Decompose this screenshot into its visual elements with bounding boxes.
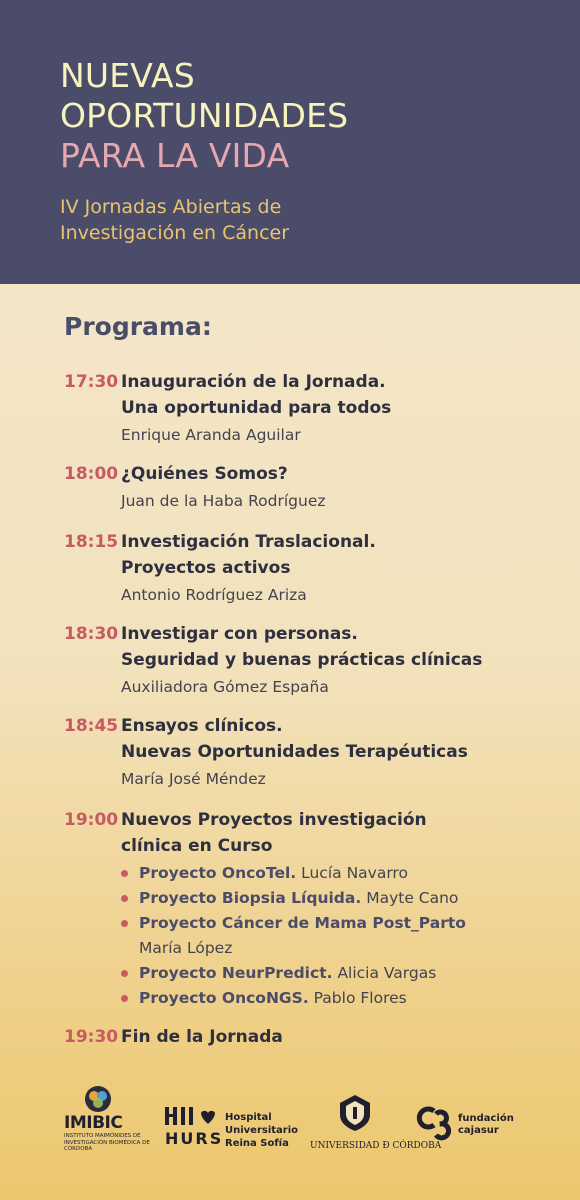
- item-time: 17:30: [64, 372, 119, 392]
- item-title-line: Proyectos activos: [121, 558, 291, 578]
- title-line-1: NUEVAS: [60, 56, 195, 95]
- title-line-3: PARA LA VIDA: [60, 136, 290, 175]
- item-time: 19:00: [64, 810, 119, 830]
- item-title-line: Investigación Traslacional.: [121, 532, 376, 552]
- project-item: [121, 986, 561, 1011]
- item-title-line: Fin de la Jornada: [121, 1027, 283, 1047]
- project-item: [121, 886, 561, 911]
- project-item: [121, 961, 561, 986]
- project-item: [121, 861, 561, 886]
- imibic-name: IMIBIC: [64, 1113, 123, 1133]
- sponsor-logos: [0, 1085, 580, 1165]
- cajasur-line: cajasur: [458, 1125, 499, 1136]
- hurs-line: Hospital: [225, 1112, 272, 1123]
- item-time: 18:00: [64, 464, 119, 484]
- imibic-full-name: INSTITUTO MAIMÓNIDES DE INVESTIGACIÓN BIOMÉDICA DE CÓRDOBA: [64, 1133, 150, 1152]
- item-title-line: Investigar con personas.: [121, 624, 358, 644]
- title-line-2: OPORTUNIDADES: [60, 96, 349, 135]
- event-title: [60, 56, 348, 176]
- bullet-dot: [121, 970, 128, 977]
- item-title: [121, 713, 561, 765]
- item-time: 18:30: [64, 624, 119, 644]
- project-name: Proyecto Biopsia Líquida.: [139, 889, 362, 907]
- project-name: Proyecto OncoTel.: [139, 864, 297, 882]
- bullet-dot: [121, 920, 128, 927]
- item-title-line: Nuevas Oportunidades Terapéuticas: [121, 742, 468, 762]
- item-speaker: Auxiliadora Gómez España: [121, 678, 329, 696]
- item-title-line: ¿Quiénes Somos?: [121, 464, 288, 484]
- item-title-line: Ensayos clínicos.: [121, 716, 283, 736]
- item-title-line: Nuevos Proyectos investigación: [121, 810, 427, 830]
- item-title-line: clínica en Curso: [121, 836, 273, 856]
- item-speaker: María José Méndez: [121, 770, 266, 788]
- project-person: Pablo Flores: [313, 989, 407, 1007]
- hurs-line: Reina Sofía: [225, 1138, 289, 1149]
- program-title: Programa:: [64, 312, 212, 341]
- project-name: Proyecto OncoNGS.: [139, 989, 309, 1007]
- item-title-line: Seguridad y buenas prácticas clínicas: [121, 650, 483, 670]
- uco-crest-icon: [340, 1095, 370, 1131]
- item-title: [121, 807, 561, 859]
- item-title: [121, 529, 561, 581]
- item-title: [121, 461, 561, 487]
- item-title: [121, 621, 561, 673]
- uco-name: UNIVERSIDAD Ð CÓRDOBA: [310, 1141, 442, 1151]
- item-title: [121, 369, 561, 421]
- project-name: Proyecto NeurPredict.: [139, 964, 333, 982]
- item-title-line: Inauguración de la Jornada.: [121, 372, 386, 392]
- hurs-mark-icon: [165, 1105, 221, 1125]
- hurs-full-name: [225, 1111, 298, 1150]
- item-time: 18:15: [64, 532, 119, 552]
- item-title: [121, 1024, 561, 1050]
- item-title-line: Una oportunidad para todos: [121, 398, 392, 418]
- project-person: Mayte Cano: [366, 889, 459, 907]
- bullet-dot: [121, 895, 128, 902]
- item-time: 19:30: [64, 1027, 119, 1047]
- item-speaker: Juan de la Haba Rodríguez: [121, 492, 326, 510]
- hurs-line: Universitario: [225, 1125, 299, 1136]
- item-time: 18:45: [64, 716, 119, 736]
- project-name: Proyecto Cáncer de Mama Post_Parto: [139, 914, 466, 932]
- item-speaker: Enrique Aranda Aguilar: [121, 426, 301, 444]
- project-person: Alicia Vargas: [337, 964, 437, 982]
- cajasur-line: fundación: [458, 1113, 514, 1124]
- subtitle-line-2: Investigación en Cáncer: [60, 222, 290, 244]
- project-item: [121, 911, 561, 961]
- cajasur-mark-icon: [414, 1105, 454, 1143]
- subtitle-line-1: IV Jornadas Abiertas de: [60, 196, 282, 218]
- project-list: [121, 861, 561, 1011]
- project-person: María López: [139, 939, 233, 957]
- item-speaker: Antonio Rodríguez Ariza: [121, 586, 307, 604]
- event-subtitle: [60, 194, 289, 246]
- header-banner: [0, 0, 580, 284]
- bullet-dot: [121, 870, 128, 877]
- bullet-dot: [121, 995, 128, 1002]
- project-person: Lucía Navarro: [301, 864, 408, 882]
- hurs-name: HURS: [165, 1129, 224, 1148]
- cajasur-name: [458, 1113, 514, 1137]
- imibic-mark-icon: [84, 1085, 112, 1113]
